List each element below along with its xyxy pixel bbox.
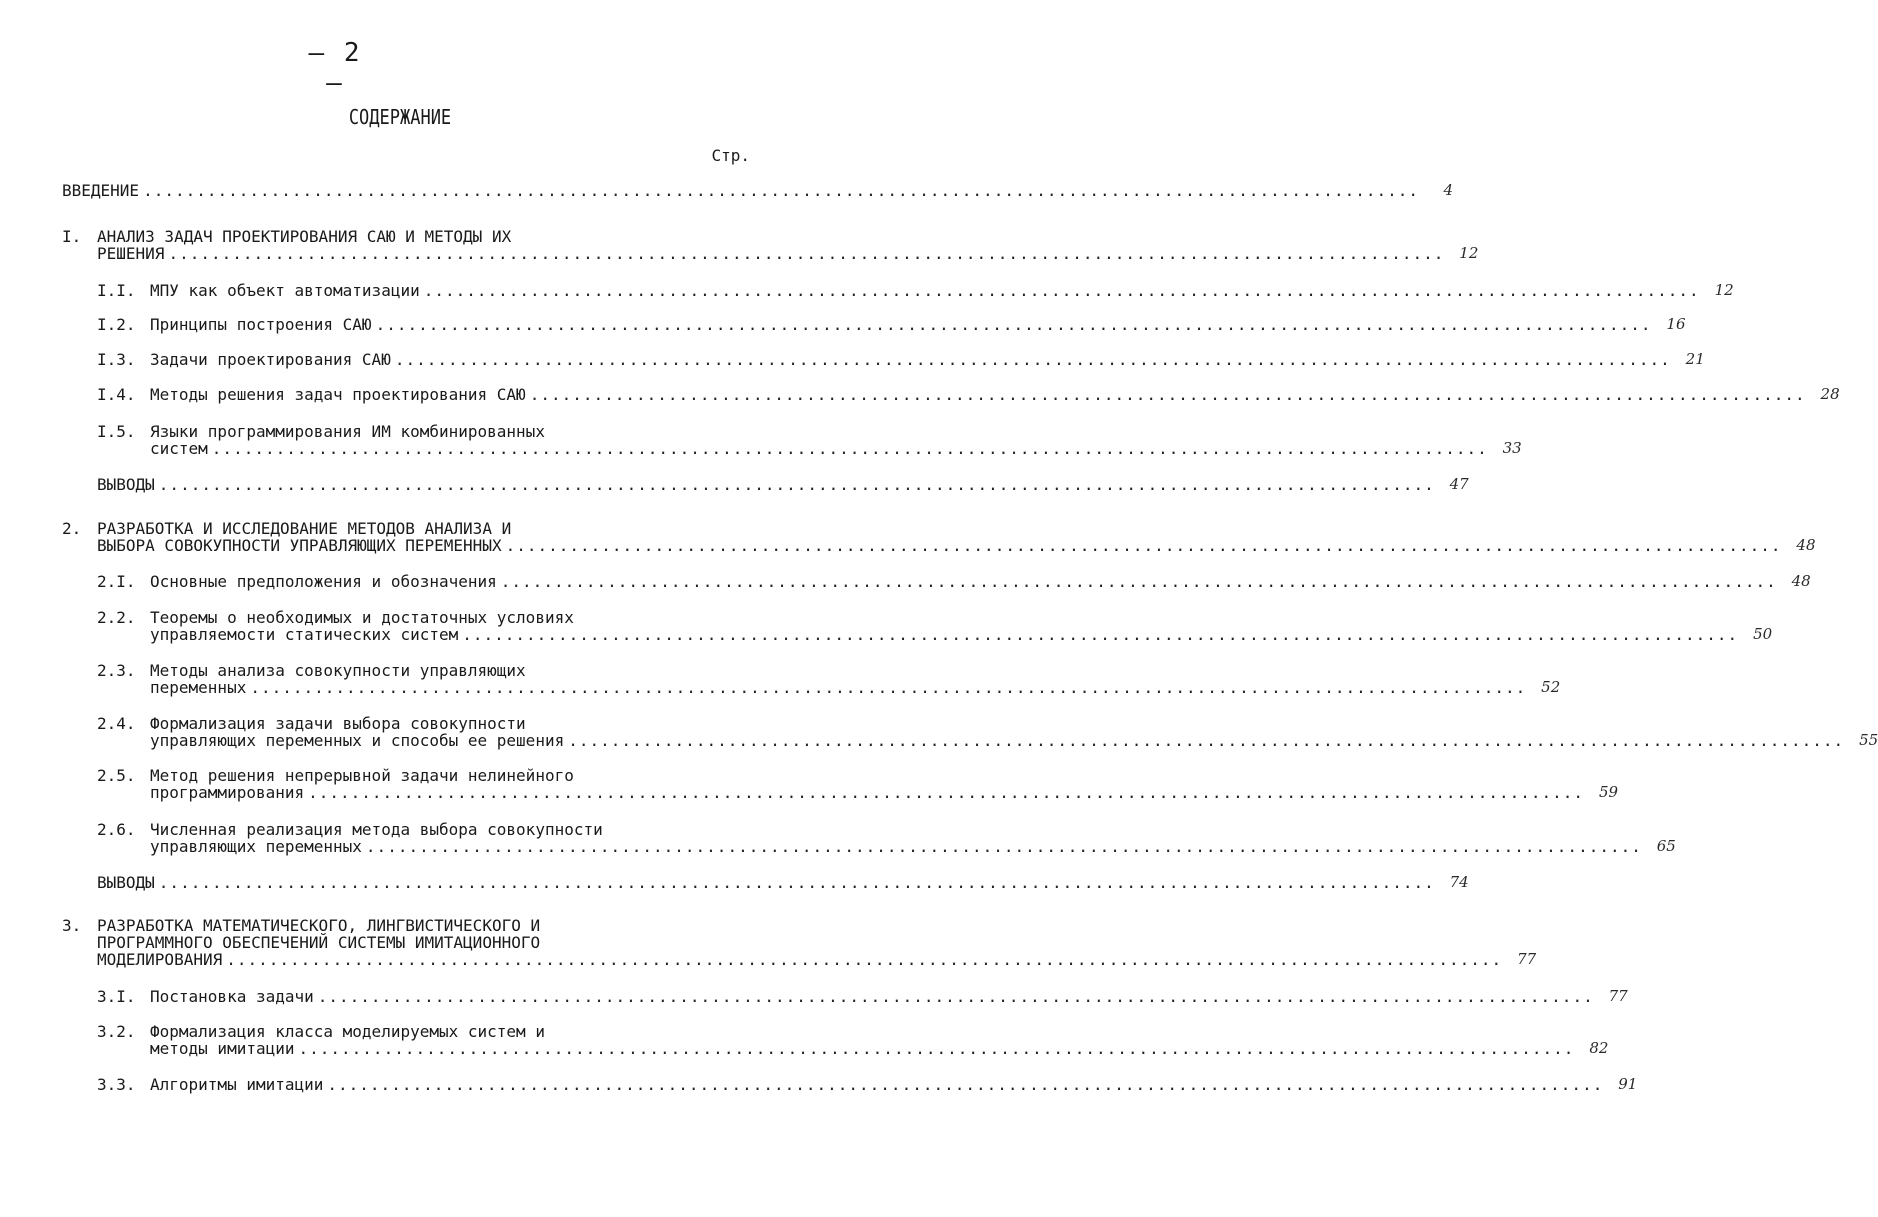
toc-entry-text: Формализация класса моделируемых систем и — [150, 1022, 545, 1041]
toc-entry-text: программирования — [150, 783, 305, 802]
toc-entry — [97, 315, 1686, 334]
toc-entry-text: Численная реализация метода выбора совокупности — [150, 820, 603, 839]
dot-leader: ........................................................................................................................ — [505, 536, 1782, 555]
toc-entry — [97, 350, 1705, 369]
toc-entry — [97, 1022, 1609, 1058]
toc-entry-page: 12 — [1714, 281, 1734, 299]
toc-entry-text: управляющих переменных и способы ее решения — [150, 731, 565, 750]
toc-entry-page: 77 — [1517, 950, 1537, 968]
toc-entry-text: ВЫБОРА СОВОКУПНОСТИ УПРАВЛЯЮЩИХ ПЕРЕМЕННЫХ — [97, 536, 502, 555]
toc-entry-number: 2.4. — [97, 714, 136, 733]
toc-entry-number: I.3. — [97, 350, 136, 369]
toc-entry-page: 50 — [1753, 625, 1773, 643]
toc-entry-text: Алгоритмы имитации — [150, 1075, 324, 1094]
toc-entry-number: 2.6. — [97, 820, 136, 839]
dot-leader: ........................................................................................................................ — [500, 572, 1777, 591]
dot-leader: ........................................................................................................................ — [423, 281, 1700, 300]
toc-entry-text: Принципы построения САЮ — [150, 315, 372, 334]
toc-entry-text: Постановка задачи — [150, 987, 314, 1006]
toc-entry-number: 2.5. — [97, 766, 136, 785]
toc-entry-page: 12 — [1459, 244, 1479, 262]
toc-entry-text: систем — [150, 439, 208, 458]
toc-entry-text: Языки программирования ИМ комбинированных — [150, 422, 545, 441]
dot-leader: ........................................................................................................................ — [375, 315, 1652, 334]
toc-entry-page: 55 — [1859, 731, 1878, 749]
toc-entry-number: 2.I. — [97, 572, 136, 591]
toc-entry — [97, 475, 1469, 494]
toc-entry — [97, 766, 1619, 802]
toc-entry-text: РАЗРАБОТКА И ИССЛЕДОВАНИЕ МЕТОДОВ АНАЛИЗА И — [97, 519, 512, 538]
toc-entry-text: Метод решения непрерывной задачи нелинейного — [150, 766, 574, 785]
toc-entry-page: 28 — [1820, 385, 1840, 403]
dot-leader: ........................................................................................................................ — [462, 625, 1739, 644]
dot-leader: ........................................................................................................................ — [327, 1075, 1604, 1094]
toc-entry-page: 59 — [1598, 783, 1619, 801]
toc-entry-page: 52 — [1541, 678, 1561, 696]
toc-entry-number: I.I. — [97, 281, 136, 300]
toc-entry-page: 21 — [1685, 350, 1705, 368]
toc-entry-number: 2. — [62, 519, 82, 538]
toc-entry-number: I.4. — [97, 385, 136, 404]
toc-entry-page: 77 — [1608, 987, 1628, 1005]
toc-entry — [62, 519, 1816, 555]
toc-entry-number: 2.2. — [97, 608, 136, 627]
toc-entry — [97, 572, 1811, 591]
toc-entry-page: 65 — [1656, 837, 1676, 855]
toc-entry — [97, 422, 1522, 458]
toc-entry-text: МПУ как объект автоматизации — [150, 281, 420, 300]
toc-entry-page: 82 — [1589, 1039, 1609, 1057]
toc-entry-text: Теоремы о необходимых и достаточных условиях — [150, 608, 574, 627]
dot-leader: ........................................................................................................................ — [394, 350, 1671, 369]
toc-entry — [62, 916, 1537, 969]
toc-entry — [97, 385, 1840, 404]
toc-entry — [97, 608, 1773, 644]
dot-leader: ........................................................................................................................ — [317, 987, 1594, 1006]
dot-leader: ........................................................................................................................ — [298, 1039, 1575, 1058]
toc-entry-page: 4 — [1443, 181, 1453, 199]
toc-entry-number: I. — [62, 227, 82, 246]
toc-entry-page: 48 — [1791, 572, 1811, 590]
toc-entry-number: I.5. — [97, 422, 136, 441]
toc-entry-number: 3. — [62, 916, 82, 935]
dot-leader: ........................................................................................................................ — [250, 678, 1527, 697]
page-number: – 2 – — [308, 38, 362, 98]
toc-title: СОДЕРЖАНИЕ — [348, 106, 452, 130]
toc-entry-page: 47 — [1449, 475, 1469, 493]
toc-entry-text: АНАЛИЗ ЗАДАЧ ПРОЕКТИРОВАНИЯ САЮ И МЕТОДЫ ИХ — [97, 227, 512, 246]
toc-entry — [97, 1075, 1638, 1094]
toc-entry-number: 3.3. — [97, 1075, 136, 1094]
dot-leader: ........................................................................................................................ — [568, 731, 1845, 750]
toc-entry-page: 74 — [1449, 873, 1469, 891]
toc-entry-text: МОДЕЛИРОВАНИЯ — [97, 950, 223, 969]
toc-entry-number: 3.I. — [97, 987, 136, 1006]
toc-entry-page: 33 — [1502, 439, 1522, 457]
toc-entry — [62, 181, 1453, 200]
toc-entry — [97, 987, 1628, 1006]
toc-entry-page: 16 — [1666, 315, 1686, 333]
toc-entry-text: ВЫВОДЫ — [97, 873, 155, 892]
toc-entry-text: РАЗРАБОТКА МАТЕМАТИЧЕСКОГО, ЛИНГВИСТИЧЕСКОГО И — [97, 916, 541, 935]
toc-entry-number: 3.2. — [97, 1022, 136, 1041]
toc-entry — [97, 281, 1734, 300]
toc-entry — [97, 714, 1878, 750]
toc-entry-number: I.2. — [97, 315, 136, 334]
toc-entry-text: Задачи проектирования САЮ — [150, 350, 391, 369]
toc-entry-page: 48 — [1796, 536, 1816, 554]
dot-leader: ........................................................................................................................ — [308, 783, 1585, 802]
dot-leader: ........................................................................................................................ — [365, 837, 1642, 856]
dot-leader: ........................................................................................................................ — [143, 181, 1419, 200]
toc-entry-text: ВЫВОДЫ — [97, 475, 155, 494]
toc-entry-text: Методы решения задач проектирования САЮ — [150, 385, 526, 404]
toc-entry — [62, 227, 1479, 263]
toc-entry-text: Формализация задачи выбора совокупности — [150, 714, 526, 733]
toc-entry-number: 2.3. — [97, 661, 136, 680]
dot-leader: ........................................................................................................................ — [211, 439, 1488, 458]
toc-entry — [97, 820, 1676, 856]
toc-entry-text: управляемости статических систем — [150, 625, 459, 644]
toc-entry-text: Методы анализа совокупности управляющих — [150, 661, 526, 680]
dot-leader: ........................................................................................................................ — [226, 950, 1503, 969]
dot-leader: ........................................................................................................................ — [529, 385, 1806, 404]
toc-entry-text: управляющих переменных — [150, 837, 362, 856]
toc-entry-text: методы имитации — [150, 1039, 295, 1058]
toc-entry-text: Основные предположения и обозначения — [150, 572, 497, 591]
toc-entry-page: 91 — [1618, 1075, 1638, 1093]
toc-entry — [97, 873, 1469, 892]
toc-entry-text: переменных — [150, 678, 247, 697]
dot-leader: ........................................................................................................................ — [158, 475, 1435, 494]
toc-entry-text: ПРОГРАММНОГО ОБЕСПЕЧЕНИЙ СИСТЕМЫ ИМИТАЦИОННОГО — [97, 933, 541, 952]
page-column-label: Стр. — [711, 146, 750, 165]
toc-entry-text: РЕШЕНИЯ — [97, 244, 165, 263]
toc-entry-text: ВВЕДЕНИЕ — [62, 181, 140, 200]
toc-entry — [97, 661, 1561, 697]
dot-leader: ........................................................................................................................ — [158, 873, 1435, 892]
dot-leader: ........................................................................................................................ — [168, 244, 1445, 263]
